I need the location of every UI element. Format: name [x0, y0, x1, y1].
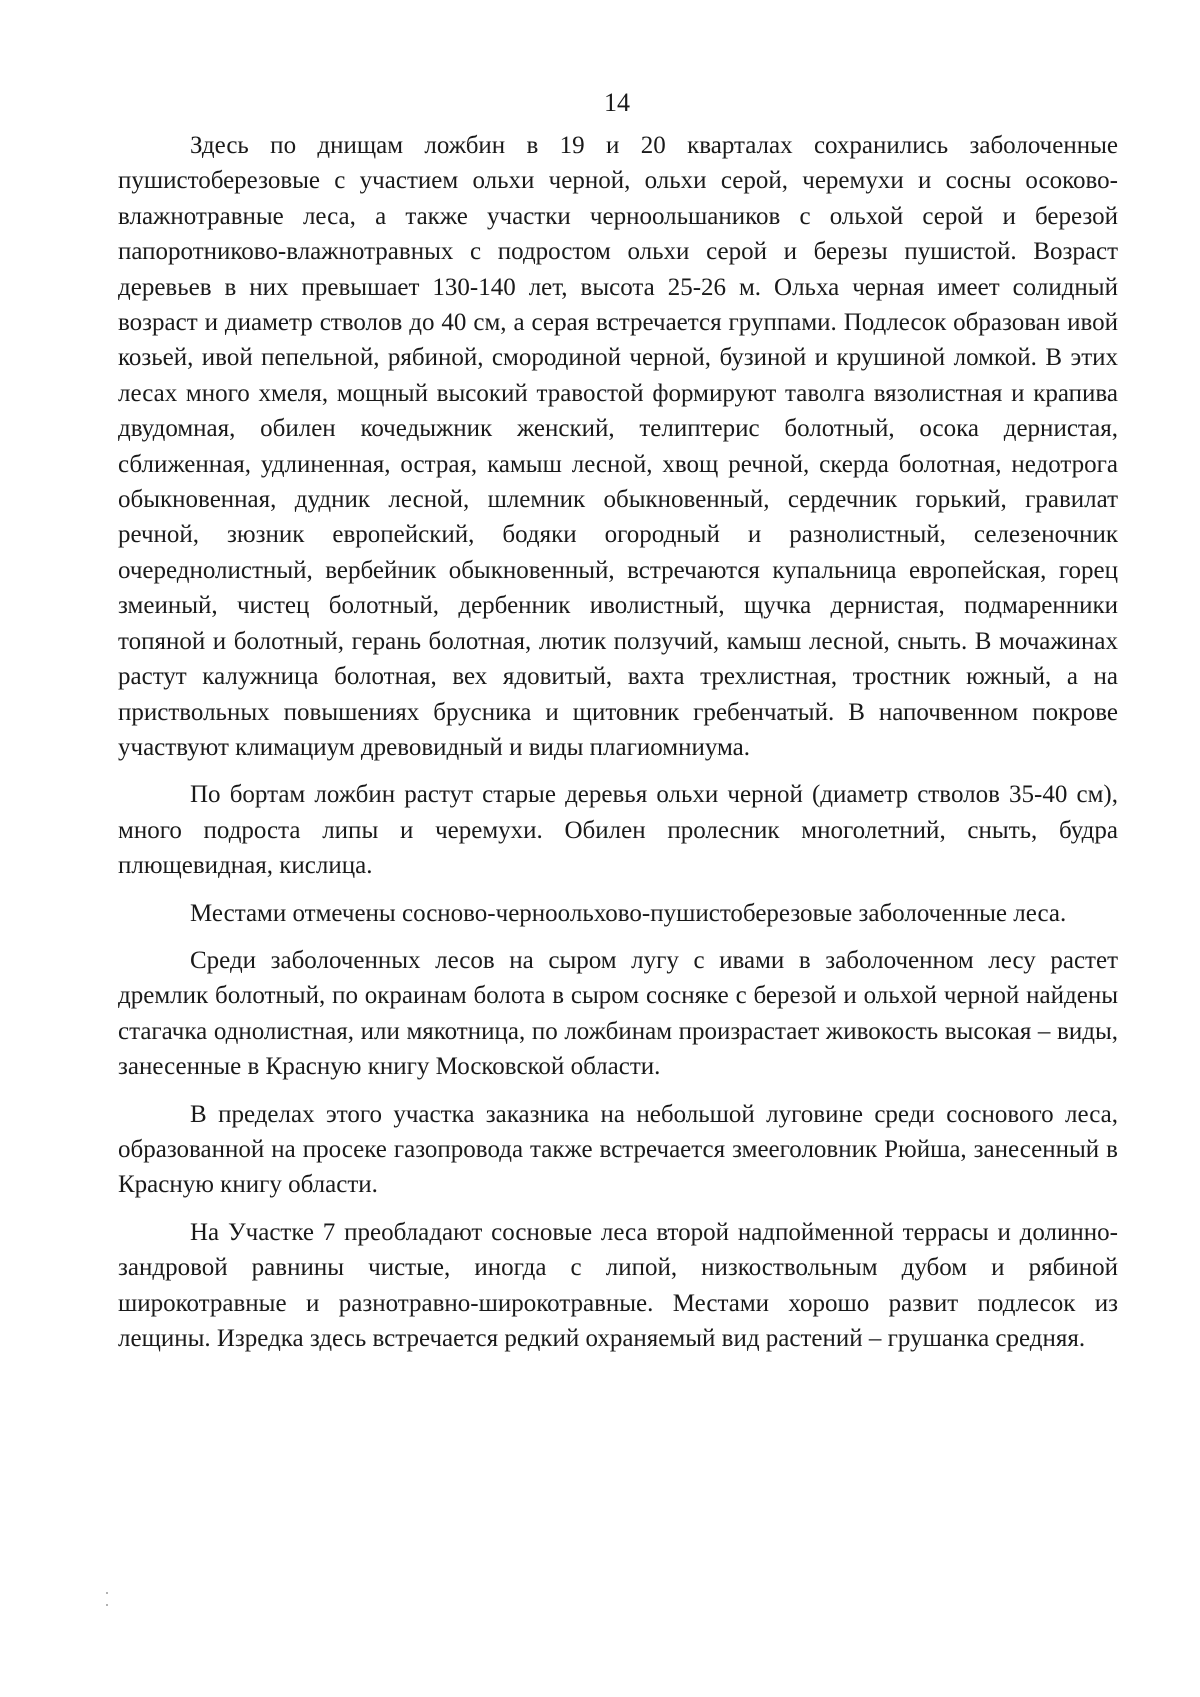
scan-speck — [106, 1592, 108, 1594]
paragraph-1: Здесь по днищам ложбин в 19 и 20 кварталах сохранились заболоченные пушистоберезовые с участием ольхи черной, ольхи серой, черемухи и сосны осоково-влажнотравные леса, а также участки черноольшаников с ольхой серой и березой папоротниково-влажнотравных с подростом ольхи серой и березы пушистой. Возраст деревьев в них превышает 130-140 лет, высота 25-26 м. Ольха черная имеет солидный возраст и диаметр стволов до 40 см, а серая встречается группами. Подлесок образован ивой козьей, ивой пепельной, рябиной, смородиной черной, бузиной и крушиной ломкой. В этих лесах много хмеля, мощный высокий травостой формируют таволга вязолистная и крапива двудомная, обилен кочедыжник женский, телиптерис болотный, осока дернистая, сближенная, удлиненная, острая, камыш лесной, хвощ речной, скерда болотная, недотрога обыкновенная, дудник лесной, шлемник обыкновенный, сердечник горький, гравилат речной, зюзник европейский, бодяки огородный и разнолистный, селезеночник очереднолистный, вербейник обыкновенный, встречаются купальница европейская, горец змеиный, чистец болотный, дербенник иволистный, щучка дернистая, подмаренники топяной и болотный, герань болотная, лютик ползучий, камыш лесной, сныть. В мочажинах растут калужница болотная, вех ядовитый, вахта трехлистная, тростник южный, а на приствольных повышениях брусника и щитовник гребенчатый. В напочвенном покрове участвуют климациум древовидный и виды плагиомниума. — [118, 132, 1118, 761]
page-number: 14 — [604, 88, 630, 117]
scan-speck — [106, 1604, 108, 1606]
paragraph-5: В пределах этого участка заказника на небольшой луговине среди соснового леса, образованной на просеке газопровода также встречается змееголовник Рюйша, занесенный в Красную книгу области. — [118, 1100, 1118, 1199]
paragraph-6: На Участке 7 преобладают сосновые леса второй надпойменной террасы и долинно-зандровой равнины чистые, иногда с липой, низкоствольным дубом и рябиной широкотравные и разнотравно-широкотравные. Местами хорошо развит подлесок из лещины. Изредка здесь встречается редкий охраняемый вид растений – грушанка средняя. — [118, 1218, 1118, 1352]
paragraph-2: По бортам ложбин растут старые деревья ольхи черной (диаметр стволов 35-40 см), много подроста липы и черемухи. Обилен пролесник многолетний, сныть, будра плющевидная, кислица. — [118, 781, 1118, 880]
paragraph-3: Местами отмечены сосново-черноольхово-пушистоберезовые заболоченные леса. — [190, 899, 1067, 927]
paragraph-4: Среди заболоченных лесов на сыром лугу с ивами в заболоченном лесу растет дремлик болотный, по окраинам болота в сыром сосняке с березой и ольхой черной найдены стагачка однолистная, или мякотница, по ложбинам произрастает живокость высокая – виды, занесенные в Красную книгу Московской области. — [118, 946, 1118, 1081]
body-text — [118, 128, 1118, 1356]
